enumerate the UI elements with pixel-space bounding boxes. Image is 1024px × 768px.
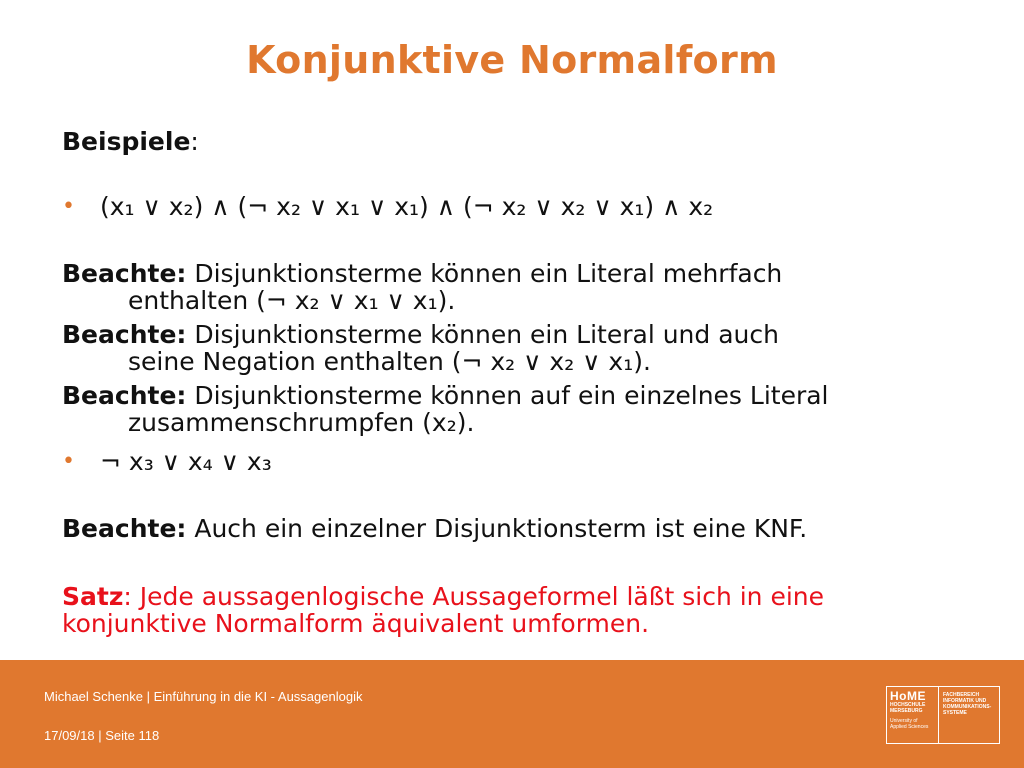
note-1-continuation: enthalten (¬ x₂ ∨ x₁ ∨ x₁). <box>128 286 456 315</box>
university-logo <box>886 686 1000 744</box>
satz-theorem: Satz: Jede aussagenlogische Aussageformel läßt sich in eine konjunktive Normalform äquivalent umformen. <box>62 583 962 637</box>
logo-department: FACHBEREICH INFORMATIK UND KOMMUNIKATIONS- SYSTEME <box>943 692 992 716</box>
note-2: Beachte: Disjunktionsterme können ein Literal und auch seine Negation enthalten (¬ x₂ ∨ x₂ ∨ x₁). <box>62 321 962 375</box>
note-2-continuation: seine Negation enthalten (¬ x₂ ∨ x₂ ∨ x₁). <box>128 347 651 376</box>
examples-heading: Beispiele: <box>62 127 199 156</box>
logo-hochschule: HoME HOCHSCHULE MERSEBURG University of Applied Sciences <box>887 687 939 743</box>
bullet-icon: • <box>62 449 75 474</box>
footer-bar <box>0 660 1024 768</box>
bullet-example-1 <box>62 193 713 220</box>
bullet-example-2 <box>62 448 272 475</box>
slide-title: Konjunktive Normalform <box>246 38 778 82</box>
example-2-formula: ¬ x₃ ∨ x₄ ∨ x₃ <box>100 447 272 476</box>
footer-date-page: 17/09/18 | Seite 118 <box>44 728 160 743</box>
note-1: Beachte: Disjunktionsterme können ein Literal mehrfach enthalten (¬ x₂ ∨ x₁ ∨ x₁). <box>62 260 962 314</box>
example-1-formula: (x₁ ∨ x₂) ∧ (¬ x₂ ∨ x₁ ∨ x₁) ∧ (¬ x₂ ∨ x₂ ∨ x₁) ∧ x₂ <box>100 192 714 221</box>
note-4: Beachte: Auch ein einzelner Disjunktionsterm ist eine KNF. <box>62 514 808 543</box>
footer-author-line: Michael Schenke | Einführung in die KI - Aussagenlogik <box>44 689 363 704</box>
satz-continuation: konjunktive Normalform äquivalent umformen. <box>62 609 650 638</box>
note-3-continuation: zusammenschrumpfen (x₂). <box>128 408 475 437</box>
note-3: Beachte: Disjunktionsterme können auf ein einzelnes Literal zusammenschrumpfen (x₂). <box>62 382 962 436</box>
bullet-icon: • <box>62 194 75 219</box>
